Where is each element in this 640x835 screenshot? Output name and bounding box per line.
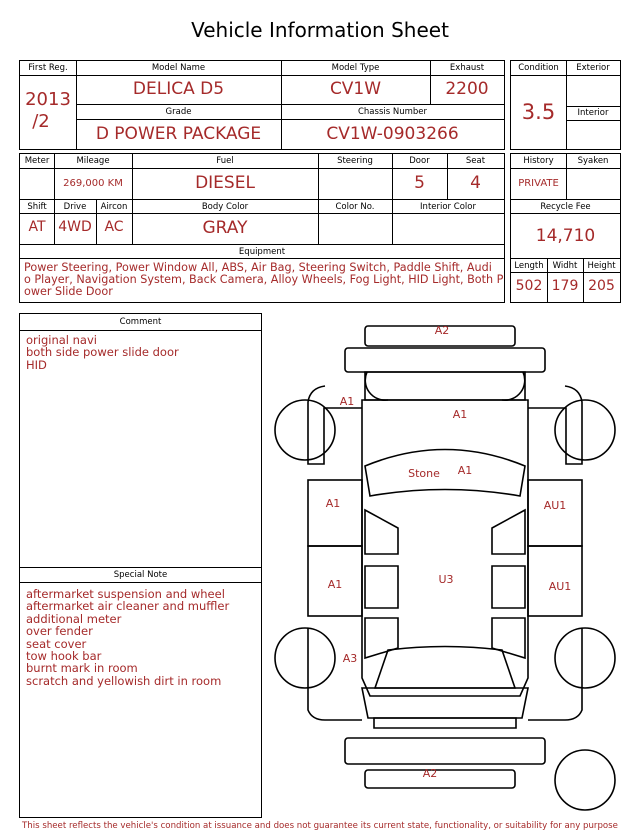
width-label: Widht — [552, 261, 578, 271]
height-value: 205 — [588, 278, 615, 294]
steering-label: Steering — [337, 156, 373, 166]
car-damage-diagram — [270, 318, 630, 818]
length-value: 502 — [515, 278, 543, 294]
comment-text — [26, 334, 258, 371]
chassis-number-label: Chassis Number — [357, 107, 428, 117]
damage-rear-bumper: A2 — [422, 767, 438, 780]
special-note-line: burnt mark in room — [26, 661, 138, 676]
special-note-line: scratch and yellowish dirt in room — [26, 673, 222, 688]
meter-label: Meter — [24, 156, 50, 166]
fuel-value: DIESEL — [195, 173, 255, 193]
drive-value: 4WD — [58, 219, 92, 235]
model-name-value: DELICA D5 — [132, 79, 225, 99]
history-value: PRIVATE — [518, 178, 559, 189]
first-reg-month: /2 — [32, 111, 50, 132]
first-reg-year: 2013 — [25, 89, 71, 110]
history-label: History — [523, 156, 554, 166]
special-note-line: seat cover — [26, 636, 87, 651]
length-label: Length — [514, 261, 544, 271]
equipment-line: Power Steering, Power Window All, ABS, Air Bag, Steering Switch, Paddle Shift, Audi — [24, 261, 492, 274]
damage-left-rear-quarter: A3 — [342, 652, 358, 665]
height-label: Height — [587, 261, 616, 271]
comment-label: Comment — [119, 317, 162, 327]
condition-value: 3.5 — [521, 100, 556, 124]
special-note-line: aftermarket suspension and wheel — [26, 587, 225, 601]
recycle-fee-label: Recycle Fee — [540, 202, 591, 212]
special-note-label: Special Note — [113, 570, 168, 580]
exhaust-label: Exhaust — [449, 63, 485, 73]
damage-right-front-door: AU1 — [543, 499, 567, 512]
aircon-value: AC — [104, 219, 124, 235]
page-title: Vehicle Information Sheet — [191, 18, 449, 42]
special-note-line: additional meter — [26, 611, 122, 626]
interior-color-label: Interior Color — [420, 202, 476, 212]
grade-value: D POWER PACKAGE — [95, 124, 262, 144]
shift-label: Shift — [27, 202, 47, 212]
disclaimer-footer: This sheet reflects the vehicle's condition at issuance and does not guarantee its current state, functionality, or suitability for any purpose — [22, 821, 618, 831]
fuel-label: Fuel — [216, 156, 234, 166]
chassis-number-value: CV1W-0903266 — [326, 124, 459, 144]
grade-label: Grade — [165, 107, 192, 117]
width-value: 179 — [551, 278, 579, 294]
model-name-label: Model Name — [151, 63, 206, 73]
seat-label: Seat — [465, 156, 486, 166]
specs-block — [19, 153, 505, 303]
comment-line: HID — [26, 357, 47, 372]
door-value: 5 — [414, 173, 425, 193]
equipment-label: Equipment — [238, 247, 286, 257]
damage-left-front-door: A1 — [325, 497, 341, 510]
equipment-line: o Player, Navigation System, Back Camera, Alloy Wheels, Fog Light, HID Light, Both P — [24, 273, 504, 287]
damage-front-bumper: A2 — [434, 324, 450, 337]
special-note-line: over fender — [26, 624, 93, 639]
model-info-block — [19, 60, 505, 150]
interior-label: Interior — [577, 108, 609, 118]
special-note-line: aftermarket air cleaner and muffler — [26, 599, 230, 614]
seat-value: 4 — [470, 173, 481, 193]
damage-windshield-note: Stone — [408, 467, 440, 480]
shift-value: AT — [28, 219, 46, 235]
comment-box — [19, 313, 262, 818]
damage-hood: A1 — [452, 408, 468, 421]
body-color-label: Body Color — [201, 202, 249, 212]
condition-block — [510, 60, 621, 150]
exhaust-value: 2200 — [445, 79, 489, 99]
recycle-fee-value: 14,710 — [535, 226, 596, 246]
special-note-text — [26, 588, 258, 687]
damage-left-front-fender: A1 — [339, 395, 355, 408]
damage-left-rear-door: A1 — [327, 578, 343, 591]
equipment-line: ower Slide Door — [24, 285, 113, 299]
damage-roof: U3 — [438, 573, 454, 586]
condition-label: Condition — [518, 63, 559, 73]
door-label: Door — [409, 156, 430, 166]
history-block — [510, 153, 621, 303]
exterior-label: Exterior — [576, 63, 610, 73]
damage-right-rear-door: AU1 — [548, 580, 572, 593]
damage-windshield: A1 — [457, 464, 473, 477]
mileage-label: Mileage — [76, 156, 110, 166]
syaken-label: Syaken — [577, 156, 609, 166]
aircon-label: Aircon — [100, 202, 128, 212]
drive-label: Drive — [63, 202, 87, 212]
model-type-value: CV1W — [329, 79, 382, 99]
equipment-text — [24, 262, 504, 299]
body-color-value: GRAY — [202, 218, 248, 238]
comment-line: original navi — [26, 333, 97, 347]
model-type-label: Model Type — [331, 63, 380, 73]
color-no-label: Color No. — [335, 202, 375, 212]
first-reg-label: First Reg. — [28, 63, 68, 73]
mileage-value: 269,000 KM — [63, 178, 123, 189]
comment-line: both side power slide door — [26, 345, 179, 360]
special-note-line: tow hook bar — [26, 649, 102, 664]
